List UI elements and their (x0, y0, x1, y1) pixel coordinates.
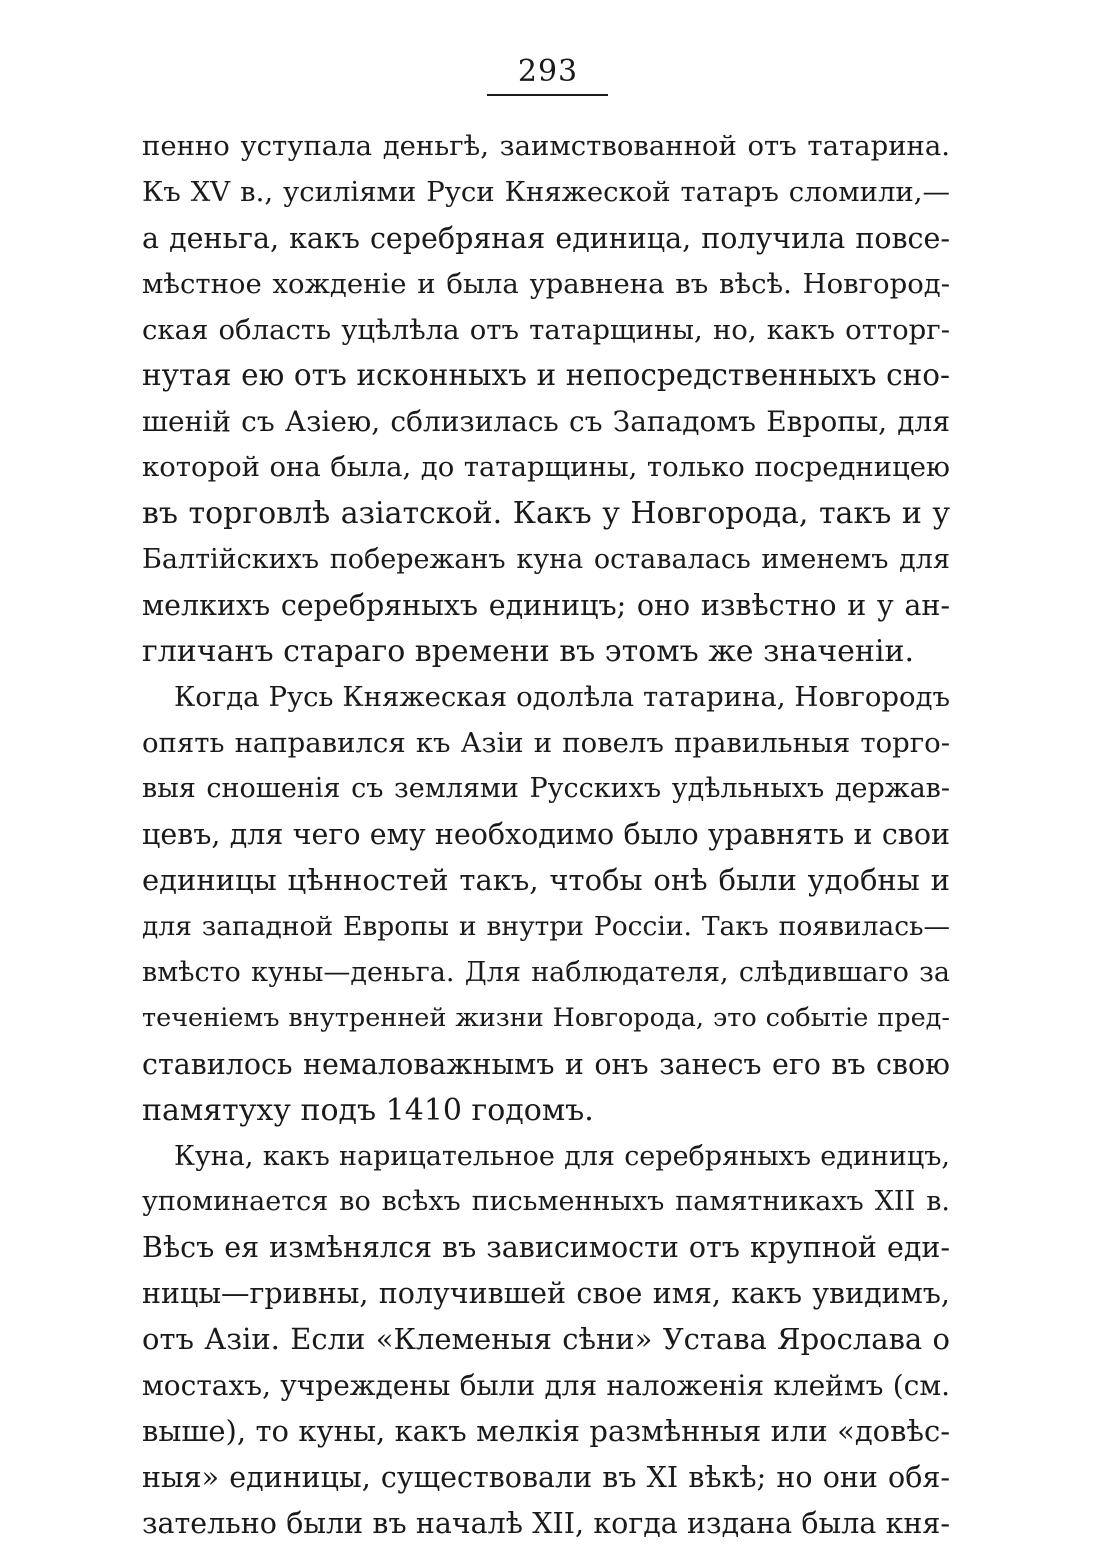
paragraph-1 (142, 124, 950, 675)
text-line: Куна, какъ нарицательное для серебряныхъ единицъ, (174, 1140, 950, 1172)
text-line: упоминается во всѣхъ письменныхъ памятникахъ XII в. (142, 1186, 950, 1218)
text-line: вмѣсто куны—деньга. Для наблюдателя, слѣдившаго за (142, 957, 950, 989)
text-line: ницы—гривны, получившей свое имя, какъ увидимъ, (142, 1277, 950, 1311)
text-line: памятуху подъ 1410 годомъ. (142, 1092, 594, 1128)
text-line: Балтійскихъ побережанъ куна оставалась именемъ для (142, 544, 950, 576)
text-line: Когда Русь Княжеская одолѣла татарина, Новгородъ (174, 680, 950, 713)
text-line: цевъ, для чего ему необходимо было уравнять и свои (142, 818, 950, 852)
text-line: выше), то куны, какъ мелкія размѣнныя или «довѣс- (142, 1413, 950, 1448)
text-line: выя сношенія съ землями Русскихъ удѣльныхъ держав- (142, 773, 950, 805)
text-line: мѣстное хожденіе и была уравнена въ вѣсѣ. Новгород- (142, 267, 950, 300)
text-line: нутая ею отъ исконныхъ и непосредственныхъ сно- (142, 358, 950, 393)
text-line: ставилось немаловажнымъ и онъ занесъ его въ свою (142, 1047, 950, 1081)
text-line: которой она была, до татарщины, только посредницею (142, 451, 950, 484)
paragraph-2 (142, 675, 950, 1134)
text-line: шеній съ Азіею, сблизилась съ Западомъ Европы, для (142, 405, 950, 439)
text-line: Къ XV в., усиліями Руси Княжеской татаръ сломили,— (142, 175, 950, 208)
page-number: 293 (517, 54, 579, 89)
text-line: отъ Азіи. Если «Клеменыя сѣни» Устава Ярослава о (142, 1322, 950, 1357)
text-line: единицы цѣнностей такъ, чтобы онѣ были удобны и (142, 863, 950, 898)
text-line: мостахъ, учреждены были для наложенія клеймъ (см. (142, 1369, 950, 1403)
body-text (142, 124, 950, 1547)
text-line: опять направился къ Азіи и повелъ правильныя торго- (142, 726, 950, 759)
text-line: гличанъ стараго времени въ этомъ же значеніи. (142, 633, 915, 669)
text-line: въ торговлѣ азіатской. Какъ у Новгорода, такъ и у (142, 496, 950, 532)
text-line: Вѣсъ ея измѣнялся въ зависимости отъ крупной еди- (142, 1231, 950, 1265)
page-number-rule (487, 94, 608, 96)
text-line: а деньга, какъ серебряная единица, получила повсе- (142, 221, 950, 255)
text-line: ская область уцѣлѣла отъ татарщины, но, какъ отторг- (142, 313, 950, 346)
text-line: пенно уступала деньгѣ, заимствованной отъ татарина. (142, 130, 950, 162)
text-line: для западной Европы и внутри Россіи. Такъ появилась— (142, 911, 950, 943)
text-line: мелкихъ серебряныхъ единицъ; оно извѣстно и у ан- (142, 588, 950, 622)
text-line: зательно были въ началѣ XII, когда издана была кня- (142, 1506, 950, 1540)
text-line: ныя» единицы, существовали въ XI вѣкѣ; но они обя- (142, 1460, 950, 1494)
text-line: теченіемъ внутренней жизни Новгорода, это событіе пред- (142, 1002, 950, 1033)
paragraph-3 (142, 1134, 950, 1547)
